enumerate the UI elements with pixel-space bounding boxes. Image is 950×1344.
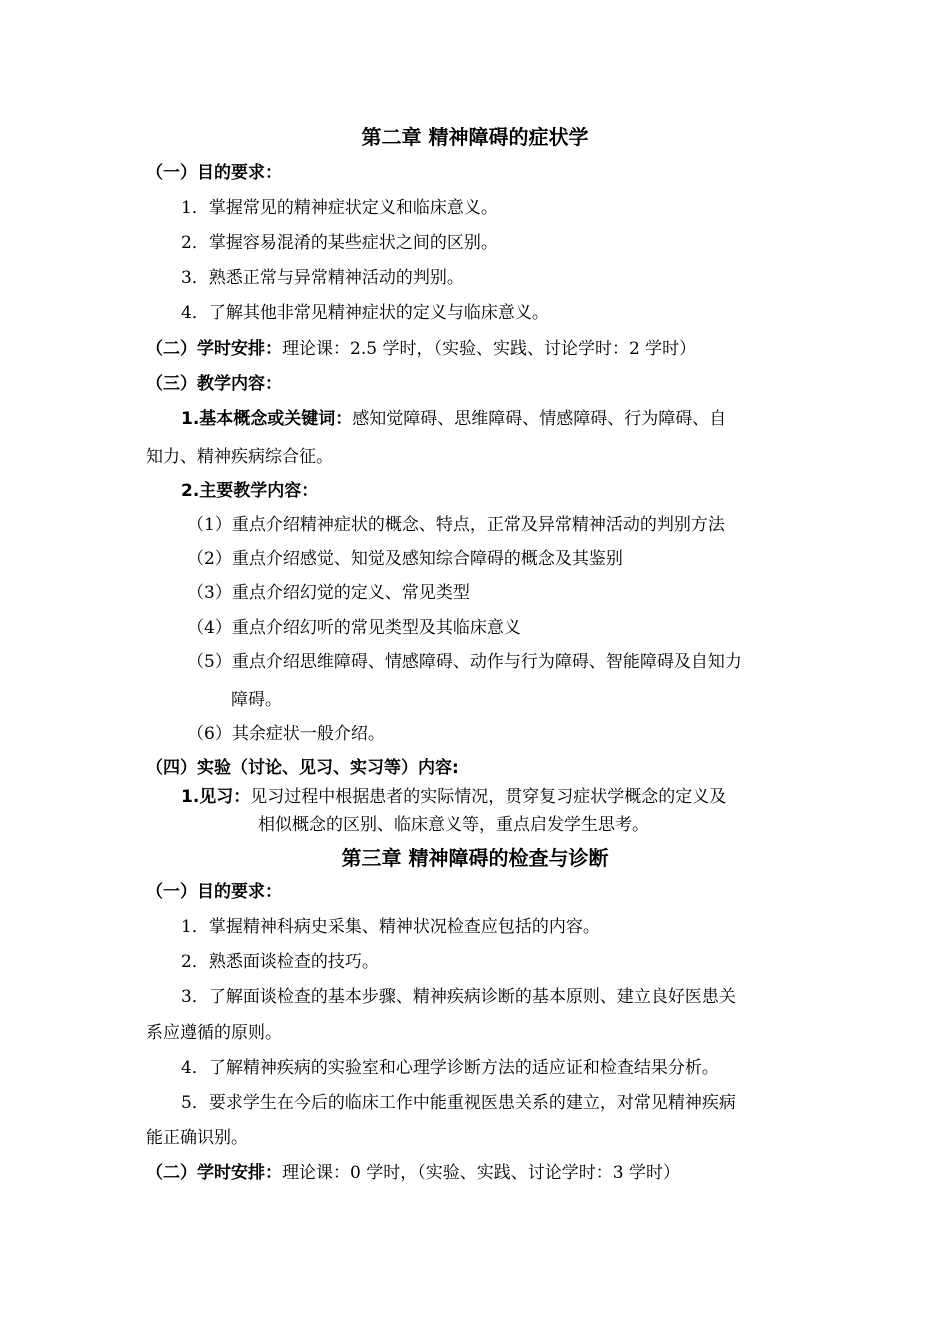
ch2-objective-1: 1．掌握常见的精神症状定义和临床意义。 xyxy=(181,198,498,218)
ch3-objective-4: 4．了解精神疾病的实验室和心理学诊断方法的适应证和检查结果分析。 xyxy=(181,1058,719,1078)
ch2-objectives-heading: （一）目的要求： xyxy=(146,163,282,183)
ch2-schedule xyxy=(146,338,696,360)
ch2-main-item-5: （5）重点介绍思维障碍、情感障碍、动作与行为障碍、智能障碍及自知力 xyxy=(187,652,742,672)
ch3-objective-5-cont: 能正确识别。 xyxy=(146,1128,248,1148)
ch3-schedule-text: 理论课：0 学时，（实验、实践、讨论学时：3 学时） xyxy=(282,1163,680,1183)
ch2-main-item-1: （1）重点介绍精神症状的概念、特点，正常及异常精神活动的判别方法 xyxy=(187,515,725,535)
ch2-objective-4: 4．了解其他非常见精神症状的定义与临床意义。 xyxy=(181,303,549,323)
chapter-3-title: 第三章 精神障碍的检查与诊断 xyxy=(341,846,609,870)
ch3-schedule xyxy=(146,1162,680,1184)
ch2-main-item-2: （2）重点介绍感觉、知觉及感知综合障碍的概念及其鉴别 xyxy=(187,549,623,569)
ch2-concepts-label: 1.基本概念或关键词： xyxy=(181,409,353,429)
ch2-main-item-3: （3）重点介绍幻觉的定义、常见类型 xyxy=(187,583,470,603)
ch2-concepts xyxy=(181,408,726,430)
ch2-schedule-text: 理论课：2.5 学时，（实验、实践、讨论学时：2 学时） xyxy=(282,339,697,359)
ch2-practice xyxy=(181,786,726,808)
ch2-content-heading: （三）教学内容： xyxy=(146,374,282,394)
ch2-main-content-label: 2.主要教学内容： xyxy=(181,481,319,501)
ch2-objective-2: 2．掌握容易混淆的某些症状之间的区别。 xyxy=(181,233,498,253)
ch3-schedule-label: （二）学时安排： xyxy=(146,1163,282,1183)
ch3-objective-1: 1．掌握精神科病史采集、精神状况检查应包括的内容。 xyxy=(181,917,600,937)
ch2-main-item-5-cont: 障碍。 xyxy=(231,690,282,710)
ch2-experiment-heading: （四）实验（讨论、见习、实习等）内容: xyxy=(146,758,459,778)
chapter-2-title: 第二章 精神障碍的症状学 xyxy=(361,125,589,149)
ch2-practice-text-1: 见习过程中根据患者的实际情况，贯穿复习症状学概念的定义及 xyxy=(250,787,727,807)
ch2-concepts-text-2: 知力、精神疾病综合征。 xyxy=(146,447,333,467)
ch2-main-item-6: （6）其余症状一般介绍。 xyxy=(187,724,385,744)
ch3-objective-3: 3．了解面谈检查的基本步骤、精神疾病诊断的基本原则、建立良好医患关 xyxy=(181,987,736,1007)
ch2-practice-text-2: 相似概念的区别、临床意义等，重点启发学生思考。 xyxy=(258,815,649,835)
ch2-schedule-label: （二）学时安排： xyxy=(146,339,282,359)
ch2-practice-label: 1.见习： xyxy=(181,787,251,807)
ch2-main-item-4: （4）重点介绍幻听的常见类型及其临床意义 xyxy=(187,618,521,638)
ch3-objective-5: 5．要求学生在今后的临床工作中能重视医患关系的建立，对常见精神疾病 xyxy=(181,1093,736,1113)
ch3-objective-3-cont: 系应遵循的原则。 xyxy=(146,1023,282,1043)
ch3-objectives-heading: （一）目的要求： xyxy=(146,882,282,902)
ch3-objective-2: 2．熟悉面谈检查的技巧。 xyxy=(181,952,379,972)
ch2-concepts-text-1: 感知觉障碍、思维障碍、情感障碍、行为障碍、自 xyxy=(352,409,727,429)
ch2-objective-3: 3．熟悉正常与异常精神活动的判别。 xyxy=(181,268,464,288)
